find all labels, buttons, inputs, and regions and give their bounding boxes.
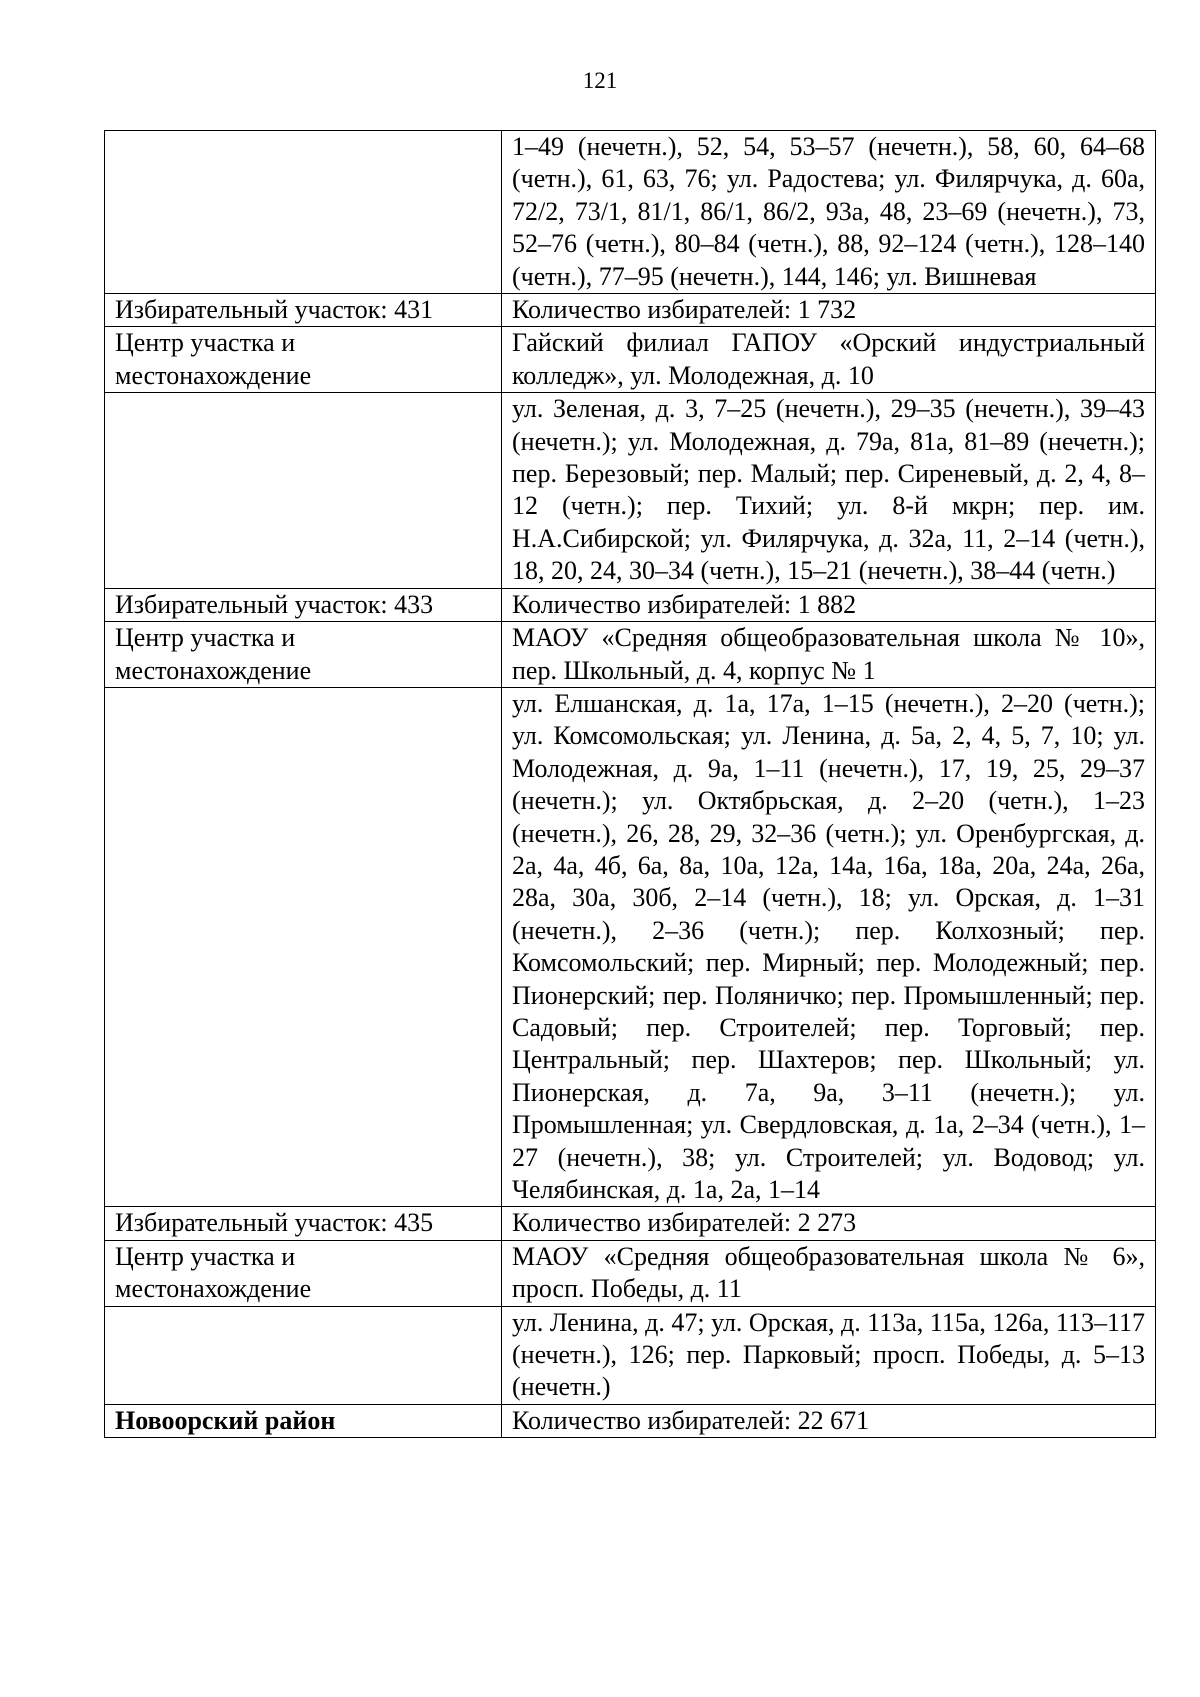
location-label: Центр участка и местонахождение [105, 622, 502, 688]
table-row [105, 687, 1156, 1207]
location-label: Центр участка и местонахождение [105, 1240, 502, 1306]
address-list-cell: ул. Ленина, д. 47; ул. Орская, д. 113а, 115а, 126а, 113–117 (нечетн.), 126; пер. Парковый; просп. Победы, д. 5–13 (нечетн.) [502, 1306, 1156, 1404]
table-row [105, 588, 1156, 621]
voter-count: Количество избирателей: 1 732 [502, 294, 1156, 327]
table-row [105, 622, 1156, 688]
table-row [105, 1306, 1156, 1404]
location-label: Центр участка и местонахождение [105, 327, 502, 393]
address-list-cell: 1–49 (нечетн.), 52, 54, 53–57 (нечетн.), 58, 60, 64–68 (четн.), 61, 63, 76; ул. Радостева; ул. Филярчука, д. 60а, 72/2, 73/1, 81/1, 86/1, 86/2, 93а, 48, 23–69 (нечетн.), 73, 52–76 (четн.), 80–84 (четн.), 88, 92–124 (четн.), 128–140 (четн.), 77–95 (нечетн.), 144, 146; ул. Вишневая [502, 131, 1156, 294]
table-row [105, 1207, 1156, 1240]
polling-station-label: Избирательный участок: 433 [105, 588, 502, 621]
polling-station-label: Избирательный участок: 431 [105, 294, 502, 327]
address-list-cell: ул. Зеленая, д. 3, 7–25 (нечетн.), 29–35 (нечетн.), 39–43 (нечетн.); ул. Молодежная, д. 79а, 81а, 81–89 (нечетн.); пер. Березовый; пер. Малый; пер. Сиреневый, д. 2, 4, 8–12 (четн.); пер. Тихий; ул. 8-й мкрн; пер. им. Н.А.Сибирской; ул. Филярчука, д. 32а, 11, 2–14 (четн.), 18, 20, 24, 30–34 (четн.), 15–21 (нечетн.), 38–44 (четн.) [502, 393, 1156, 588]
page-number: 121 [582, 68, 618, 93]
table-cell-left [105, 1306, 502, 1404]
location-value: МАОУ «Средняя общеобразовательная школа № 10», пер. Школьный, д. 4, корпус № 1 [502, 622, 1156, 688]
district-name: Новоорский район [105, 1404, 502, 1437]
table-row [105, 393, 1156, 588]
voter-count: Количество избирателей: 2 273 [502, 1207, 1156, 1240]
voter-count: Количество избирателей: 22 671 [502, 1404, 1156, 1437]
table-row [105, 1404, 1156, 1437]
table-row [105, 294, 1156, 327]
location-value: МАОУ «Средняя общеобразовательная школа № 6», просп. Победы, д. 11 [502, 1240, 1156, 1306]
polling-station-label: Избирательный участок: 435 [105, 1207, 502, 1240]
table-row [105, 1240, 1156, 1306]
table-row [105, 131, 1156, 294]
table-cell-left [105, 687, 502, 1207]
polling-stations-table [104, 130, 1156, 1438]
table-cell-left [105, 131, 502, 294]
address-list-cell: ул. Елшанская, д. 1а, 17а, 1–15 (нечетн.), 2–20 (четн.); ул. Комсомольская; ул. Ленина, д. 5а, 2, 4, 5, 7, 10; ул. Молодежная, д. 9а, 1–11 (нечетн.), 17, 19, 25, 29–37 (нечетн.); ул. Октябрьская, д. 2–20 (четн.), 1–23 (нечетн.), 26, 28, 29, 32–36 (четн.); ул. Оренбургская, д. 2а, 4а, 4б, 6а, 8а, 10а, 12а, 14а, 16а, 18а, 20а, 24а, 26а, 28а, 30а, 30б, 2–14 (четн.), 18; ул. Орская, д. 1–31 (нечетн.), 2–36 (четн.); пер. Колхозный; пер. Комсомольский; пер. Мирный; пер. Молодежный; пер. Пионерский; пер. Поляничко; пер. Промышленный; пер. Садовый; пер. Строителей; пер. Торговый; пер. Центральный; пер. Шахтеров; пер. Школьный; ул. Пионерская, д. 7а, 9а, 3–11 (нечетн.); ул. Промышленная; ул. Свердловская, д. 1а, 2–34 (четн.), 1–27 (нечетн.), 38; ул. Строителей; ул. Водовод; ул. Челябинская, д. 1а, 2а, 1–14 [502, 687, 1156, 1207]
table-row [105, 327, 1156, 393]
table-cell-left [105, 393, 502, 588]
location-value: Гайский филиал ГАПОУ «Орский индустриальный колледж», ул. Молодежная, д. 10 [502, 327, 1156, 393]
voter-count: Количество избирателей: 1 882 [502, 588, 1156, 621]
